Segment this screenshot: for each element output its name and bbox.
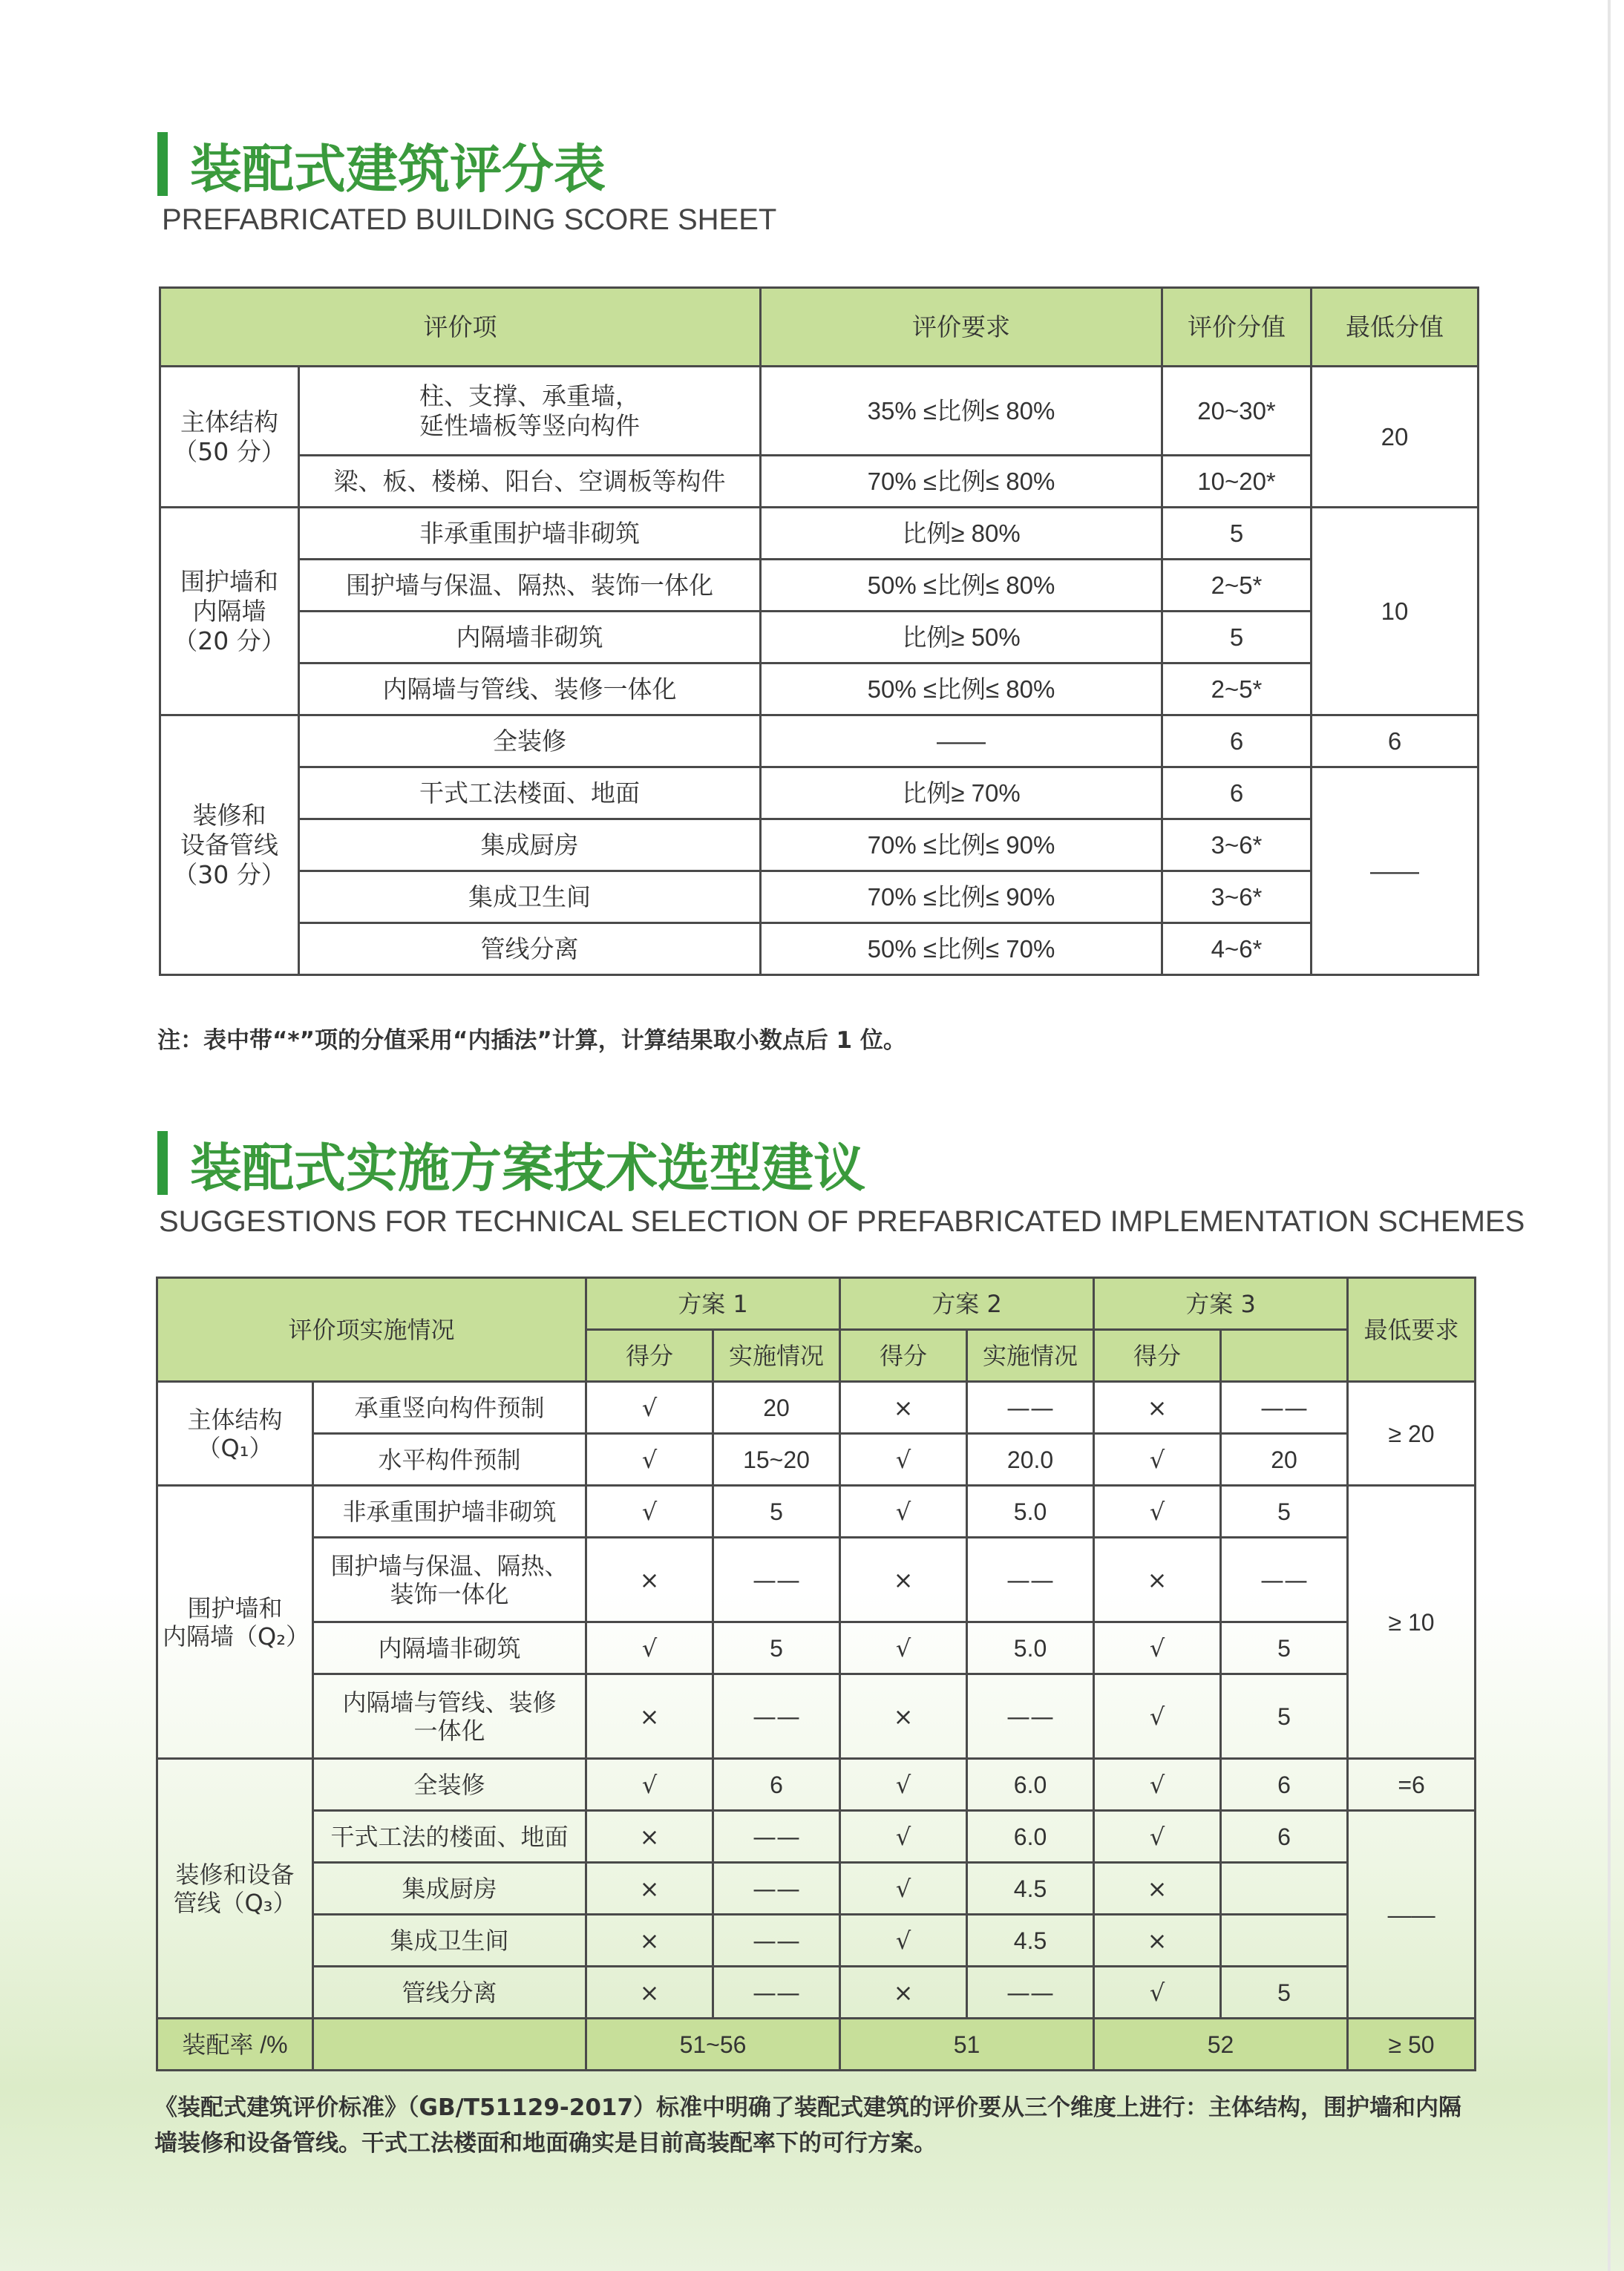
eval-item bbox=[299, 767, 761, 819]
header-plan-2: 方案 2 bbox=[840, 1278, 1094, 1330]
eval-item bbox=[299, 367, 761, 456]
header-eval-requirement: 评价要求 bbox=[761, 288, 1162, 367]
group-name bbox=[157, 1759, 313, 2019]
plan3-score: √ bbox=[1094, 1486, 1221, 1538]
table-row bbox=[160, 819, 1479, 871]
plan3-score: × bbox=[1094, 1915, 1221, 1967]
eval-item bbox=[313, 1811, 586, 1863]
group-name-line: 主体结构 bbox=[187, 1405, 283, 1434]
plan2-score: × bbox=[840, 1382, 967, 1434]
plan3-impl: 20 bbox=[1221, 1434, 1348, 1486]
plan1-impl: —— bbox=[713, 1811, 840, 1863]
table-row bbox=[157, 1382, 1476, 1434]
plan1-impl: —— bbox=[713, 1915, 840, 1967]
plan2-impl: 5.0 bbox=[967, 1486, 1094, 1538]
section1-heading-bar bbox=[157, 132, 168, 196]
plan1-impl: 15~20 bbox=[713, 1434, 840, 1486]
plan2-score: √ bbox=[840, 1434, 967, 1486]
total-row bbox=[157, 2019, 1476, 2071]
plan1-score: × bbox=[586, 1674, 713, 1759]
plan3-impl: 6 bbox=[1221, 1759, 1348, 1811]
plan2-impl: —— bbox=[967, 1967, 1094, 2019]
plan3-score: √ bbox=[1094, 1674, 1221, 1759]
eval-item bbox=[299, 871, 761, 923]
eval-requirement: 比例≥ 50% bbox=[761, 612, 1162, 663]
plan1-impl: 20 bbox=[713, 1382, 840, 1434]
group-name-line: （20 分） bbox=[173, 626, 286, 655]
eval-item-line: 内隔墙非砌筑 bbox=[378, 1633, 521, 1662]
plan2-impl: —— bbox=[967, 1382, 1094, 1434]
plan3-score: √ bbox=[1094, 1759, 1221, 1811]
plan2-score: × bbox=[840, 1538, 967, 1622]
eval-item-line: 梁、板、楼梯、阳台、空调板等构件 bbox=[333, 466, 726, 496]
plan2-impl: 20.0 bbox=[967, 1434, 1094, 1486]
min-requirement: ≥ 20 bbox=[1348, 1382, 1476, 1486]
table-row bbox=[160, 923, 1479, 975]
group-name-line: 设备管线 bbox=[180, 830, 278, 859]
eval-item-line: 围护墙与保温、隔热、 bbox=[330, 1551, 569, 1580]
plan3-score: √ bbox=[1094, 1811, 1221, 1863]
plan1-impl: —— bbox=[713, 1967, 840, 2019]
plan2-impl: —— bbox=[967, 1674, 1094, 1759]
plan2-score: × bbox=[840, 1967, 967, 2019]
min-requirement: —— bbox=[1348, 1811, 1476, 2019]
plan2-score: √ bbox=[840, 1811, 967, 1863]
header-eval-score: 评价分值 bbox=[1162, 288, 1312, 367]
plan1-score: × bbox=[586, 1915, 713, 1967]
plan1-score: × bbox=[586, 1538, 713, 1622]
table-row bbox=[157, 1759, 1476, 1811]
eval-item bbox=[299, 819, 761, 871]
eval-item bbox=[313, 1538, 586, 1622]
plan1-score: √ bbox=[586, 1486, 713, 1538]
eval-item bbox=[299, 456, 761, 508]
table-row bbox=[157, 1486, 1476, 1538]
table-row bbox=[157, 1538, 1476, 1622]
eval-item-line: 一体化 bbox=[413, 1716, 485, 1745]
score-sheet-note: 注：表中带“*”项的分值采用“内插法”计算，计算结果取小数点后 1 位。 bbox=[157, 1027, 906, 1054]
eval-requirement: 50% ≤比例≤ 70% bbox=[761, 923, 1162, 975]
header-plan1-score: 得分 bbox=[586, 1330, 713, 1382]
plan3-score: √ bbox=[1094, 1622, 1221, 1674]
plan1-impl: 6 bbox=[713, 1759, 840, 1811]
group-name-line: 内隔墙 bbox=[192, 596, 266, 626]
plan1-impl: —— bbox=[713, 1863, 840, 1915]
eval-score: 6 bbox=[1162, 767, 1312, 819]
plan3-score: × bbox=[1094, 1382, 1221, 1434]
eval-score: 5 bbox=[1162, 508, 1312, 560]
eval-requirement: —— bbox=[761, 715, 1162, 767]
plan2-impl: 6.0 bbox=[967, 1811, 1094, 1863]
eval-item-line: 延性墙板等竖向构件 bbox=[419, 410, 640, 440]
eval-item bbox=[313, 1486, 586, 1538]
plan3-score: √ bbox=[1094, 1434, 1221, 1486]
plan1-score: √ bbox=[586, 1434, 713, 1486]
eval-item bbox=[313, 1382, 586, 1434]
eval-item bbox=[299, 612, 761, 663]
section1-title-en: PREFABRICATED BUILDING SCORE SHEET bbox=[162, 203, 777, 236]
eval-item-line: 全装修 bbox=[493, 726, 566, 756]
header-plan3-impl bbox=[1221, 1330, 1348, 1382]
page-edge-line bbox=[1608, 0, 1611, 2271]
eval-item-line: 全装修 bbox=[413, 1770, 485, 1799]
eval-score: 5 bbox=[1162, 612, 1312, 663]
plan1-impl: 5 bbox=[713, 1486, 840, 1538]
group-name-line: 围护墙和 bbox=[187, 1593, 283, 1622]
total-min: ≥ 50 bbox=[1348, 2019, 1476, 2071]
header-min-score: 最低分值 bbox=[1312, 288, 1479, 367]
group-name-line: 管线（Q₃） bbox=[173, 1888, 297, 1917]
eval-requirement: 50% ≤比例≤ 80% bbox=[761, 560, 1162, 612]
group-name bbox=[160, 715, 299, 975]
table-row bbox=[157, 1863, 1476, 1915]
table-row bbox=[157, 1811, 1476, 1863]
eval-item bbox=[299, 508, 761, 560]
eval-item-line: 干式工法的楼面、地面 bbox=[330, 1822, 569, 1851]
table-row bbox=[160, 767, 1479, 819]
score-sheet-table bbox=[159, 286, 1479, 976]
total-plan1: 51~56 bbox=[586, 2019, 840, 2071]
eval-item-line: 非承重围护墙非砌筑 bbox=[419, 518, 640, 548]
eval-item bbox=[299, 560, 761, 612]
plan2-impl: —— bbox=[967, 1538, 1094, 1622]
plan3-impl: 5 bbox=[1221, 1622, 1348, 1674]
total-plan2: 51 bbox=[840, 2019, 1094, 2071]
eval-item-line: 集成厨房 bbox=[480, 830, 579, 859]
plan2-impl: 6.0 bbox=[967, 1759, 1094, 1811]
table-row bbox=[160, 456, 1479, 508]
header-plan-3: 方案 3 bbox=[1094, 1278, 1348, 1330]
header-plan1-impl: 实施情况 bbox=[713, 1330, 840, 1382]
min-score: 10 bbox=[1312, 508, 1479, 715]
plan3-score: √ bbox=[1094, 1967, 1221, 2019]
eval-requirement: 比例≥ 70% bbox=[761, 767, 1162, 819]
eval-requirement: 50% ≤比例≤ 80% bbox=[761, 663, 1162, 715]
table-row bbox=[157, 1674, 1476, 1759]
eval-item-line: 非承重围护墙非砌筑 bbox=[342, 1497, 557, 1526]
eval-item bbox=[313, 1863, 586, 1915]
header-plan-1: 方案 1 bbox=[586, 1278, 840, 1330]
plan2-score: √ bbox=[840, 1915, 967, 1967]
eval-score: 4~6* bbox=[1162, 923, 1312, 975]
eval-item-line: 干式工法楼面、地面 bbox=[419, 778, 640, 807]
eval-item bbox=[299, 663, 761, 715]
min-requirement: ≥ 10 bbox=[1348, 1486, 1476, 1759]
eval-item-line: 集成卫生间 bbox=[468, 882, 591, 911]
table-row bbox=[157, 1434, 1476, 1486]
eval-score: 20~30* bbox=[1162, 367, 1312, 456]
eval-item bbox=[313, 1434, 586, 1486]
total-spacer bbox=[313, 2019, 586, 2071]
eval-item-line: 围护墙与保温、隔热、装饰一体化 bbox=[346, 570, 713, 600]
eval-score: 10~20* bbox=[1162, 456, 1312, 508]
table-row bbox=[160, 663, 1479, 715]
eval-item-line: 柱、支撑、承重墙， bbox=[419, 381, 640, 410]
eval-requirement: 35% ≤比例≤ 80% bbox=[761, 367, 1162, 456]
plan1-score: √ bbox=[586, 1622, 713, 1674]
eval-item-line: 水平构件预制 bbox=[378, 1445, 521, 1474]
plan2-impl: 4.5 bbox=[967, 1863, 1094, 1915]
table-row bbox=[157, 1622, 1476, 1674]
eval-item-line: 集成卫生间 bbox=[390, 1926, 509, 1955]
plan3-impl: 6 bbox=[1221, 1811, 1348, 1863]
plan2-score: √ bbox=[840, 1863, 967, 1915]
group-name bbox=[157, 1382, 313, 1486]
eval-item-line: 管线分离 bbox=[480, 934, 579, 963]
plan3-impl: —— bbox=[1221, 1382, 1348, 1434]
section1-title-zh: 装配式建筑评分表 bbox=[190, 138, 606, 200]
plan1-impl: —— bbox=[713, 1538, 840, 1622]
plan3-impl: 5 bbox=[1221, 1967, 1348, 2019]
eval-score: 2~5* bbox=[1162, 663, 1312, 715]
eval-requirement: 70% ≤比例≤ 90% bbox=[761, 871, 1162, 923]
total-label: 装配率 /% bbox=[157, 2019, 313, 2071]
plan1-impl: 5 bbox=[713, 1622, 840, 1674]
header-eval-impl: 评价项实施情况 bbox=[157, 1278, 586, 1382]
eval-score: 3~6* bbox=[1162, 819, 1312, 871]
eval-item bbox=[313, 1915, 586, 1967]
eval-item-line: 装饰一体化 bbox=[390, 1579, 509, 1608]
min-score: 20 bbox=[1312, 367, 1479, 508]
plan3-impl bbox=[1221, 1915, 1348, 1967]
group-name bbox=[160, 367, 299, 508]
plan3-impl: 5 bbox=[1221, 1674, 1348, 1759]
plan1-score: × bbox=[586, 1967, 713, 2019]
group-name-line: （Q₁） bbox=[197, 1433, 273, 1462]
eval-requirement: 70% ≤比例≤ 90% bbox=[761, 819, 1162, 871]
table-row bbox=[157, 1967, 1476, 2019]
table-row bbox=[160, 715, 1479, 767]
table-row bbox=[160, 508, 1479, 560]
footer-text: 《装配式建筑评价标准》（GB/T51129-2017）标准中明确了装配式建筑的评价要从三个维度上进行：主体结构，围护墙和内隔墙装修和设备管线。干式工法楼面和地面确实是目前高装配率下的可行方案。 bbox=[154, 2094, 1462, 2157]
section2-title-zh: 装配式实施方案技术选型建议 bbox=[190, 1137, 865, 1199]
eval-item-line: 承重竖向构件预制 bbox=[354, 1393, 545, 1422]
eval-item-line: 内隔墙非砌筑 bbox=[456, 622, 603, 652]
group-name-line: 围护墙和 bbox=[180, 566, 278, 596]
plan1-score: √ bbox=[586, 1382, 713, 1434]
eval-item bbox=[313, 1622, 586, 1674]
eval-item-line: 内隔墙与管线、装修一体化 bbox=[382, 674, 677, 704]
plan2-impl: 5.0 bbox=[967, 1622, 1094, 1674]
plan1-score: × bbox=[586, 1811, 713, 1863]
plan3-score: × bbox=[1094, 1863, 1221, 1915]
scheme-selection-table bbox=[156, 1277, 1476, 2071]
plan1-score: √ bbox=[586, 1759, 713, 1811]
plan2-score: √ bbox=[840, 1759, 967, 1811]
group-name-line: （50 分） bbox=[173, 436, 286, 466]
min-score: —— bbox=[1312, 767, 1479, 975]
header-min-requirement: 最低要求 bbox=[1348, 1278, 1476, 1382]
group-name-line: （30 分） bbox=[173, 859, 286, 889]
header-eval-item: 评价项 bbox=[160, 288, 761, 367]
min-requirement: =6 bbox=[1348, 1759, 1476, 1811]
eval-item bbox=[313, 1759, 586, 1811]
eval-item bbox=[299, 715, 761, 767]
table-row bbox=[160, 560, 1479, 612]
eval-requirement: 比例≥ 80% bbox=[761, 508, 1162, 560]
group-name bbox=[160, 508, 299, 715]
eval-score: 6 bbox=[1162, 715, 1312, 767]
plan1-score: × bbox=[586, 1863, 713, 1915]
table-row bbox=[157, 1915, 1476, 1967]
eval-requirement: 70% ≤比例≤ 80% bbox=[761, 456, 1162, 508]
plan2-score: × bbox=[840, 1674, 967, 1759]
eval-score: 3~6* bbox=[1162, 871, 1312, 923]
eval-score: 2~5* bbox=[1162, 560, 1312, 612]
plan3-impl: 5 bbox=[1221, 1486, 1348, 1538]
total-plan3: 52 bbox=[1094, 2019, 1348, 2071]
header-plan2-score: 得分 bbox=[840, 1330, 967, 1382]
group-name-line: 主体结构 bbox=[180, 407, 278, 436]
header-plan2-impl: 实施情况 bbox=[967, 1330, 1094, 1382]
plan2-impl: 4.5 bbox=[967, 1915, 1094, 1967]
min-score: 6 bbox=[1312, 715, 1479, 767]
section2-title-en: SUGGESTIONS FOR TECHNICAL SELECTION OF PREFABRICATED IMPLEMENTATION SCHEMES bbox=[159, 1205, 1525, 1238]
header-plan3-score: 得分 bbox=[1094, 1330, 1221, 1382]
group-name-line: 装修和设备 bbox=[175, 1860, 295, 1889]
eval-item bbox=[313, 1967, 586, 2019]
plan3-impl: —— bbox=[1221, 1538, 1348, 1622]
table-row bbox=[160, 367, 1479, 456]
eval-item-line: 管线分离 bbox=[402, 1978, 497, 2007]
plan3-impl bbox=[1221, 1863, 1348, 1915]
group-name-line: 装修和 bbox=[192, 800, 266, 830]
plan3-score: × bbox=[1094, 1538, 1221, 1622]
group-name-line: 内隔墙（Q₂） bbox=[163, 1622, 310, 1651]
eval-item-line: 集成厨房 bbox=[402, 1874, 497, 1903]
plan1-impl: —— bbox=[713, 1674, 840, 1759]
eval-item bbox=[299, 923, 761, 975]
group-name bbox=[157, 1486, 313, 1759]
plan2-score: √ bbox=[840, 1622, 967, 1674]
eval-item-line: 内隔墙与管线、装修 bbox=[342, 1688, 557, 1717]
plan2-score: √ bbox=[840, 1486, 967, 1538]
table-row bbox=[160, 871, 1479, 923]
section2-heading-bar bbox=[157, 1131, 168, 1195]
eval-item bbox=[313, 1674, 586, 1759]
table-row bbox=[160, 612, 1479, 663]
